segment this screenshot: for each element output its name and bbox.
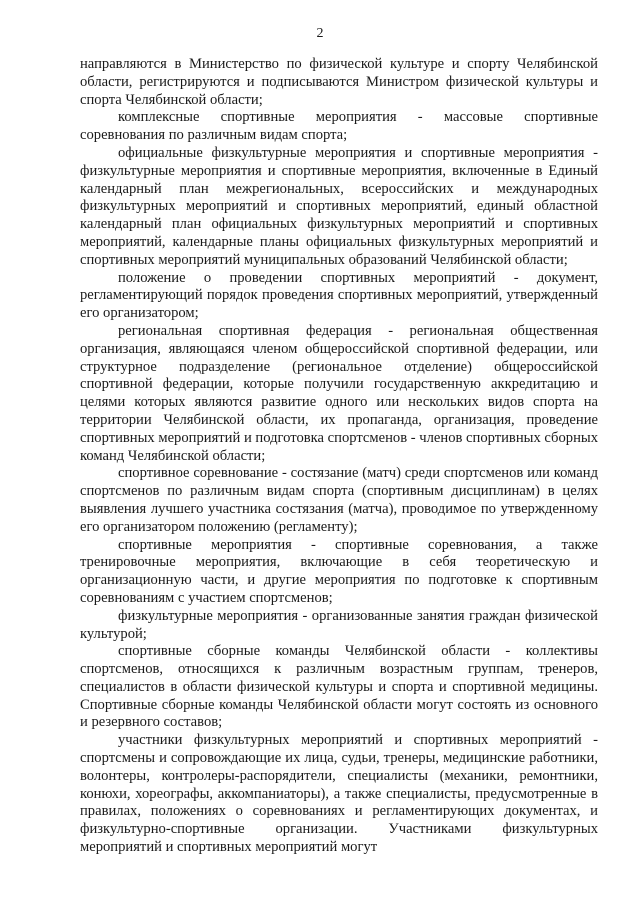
paragraph-physical-culture-events: физкультурные мероприятия - организованные занятия граждан физической культурой;: [80, 607, 598, 642]
paragraph-participants: участники физкультурных мероприятий и спортивных мероприятий - спортсмены и сопровождающие их лица, судьи, тренеры, медицинские работники, волонтеры, контролеры-распорядители, специалисты (механики, ремонтники, конюхи, хореографы, аккомпаниаторы), а также специалисты, предусмотренные в правилах, положениях о соревнованиях и регламентирующих документах, и физкультурно-спортивные организации. Участниками физкультурных мероприятий и спортивных мероприятий могут: [80, 732, 598, 856]
paragraph-sport-competition: спортивное соревнование - состязание (матч) среди спортсменов или команд спортсменов по различным видам спорта (спортивным дисциплинам) в целях выявления лучшего участника состязания (матча), проводимое по утвержденному его организатором положению (регламенту);: [80, 465, 598, 535]
page-number: 2: [316, 26, 324, 41]
paragraph-complex-sport-events: комплексные спортивные мероприятия - массовые спортивные соревнования по различным видам спорта;: [80, 109, 598, 144]
paragraph-national-teams: спортивные сборные команды Челябинской области - коллективы спортсменов, относящихся к различным возрастным группам, тренеров, специалистов в области физической культуры и спорта и спортивной медицины. Спортивные сборные команды Челябинской области могут состоять из основного и резервного составов;: [80, 643, 598, 731]
paragraph-sport-events: спортивные мероприятия - спортивные соревнования, а также тренировочные мероприятия, включающие в себя теоретическую и организационную части, и другие мероприятия по подготовке к спортивным соревнованиям с участием спортсменов;: [80, 536, 598, 606]
document-body: [80, 56, 598, 857]
paragraph-regional-federation: региональная спортивная федерация - региональная общественная организация, являющаяся членом общероссийской спортивной федерации, или структурное подразделение (региональное отделение) общероссийской спортивной федерации, которые получили государственную аккредитацию и целями которых являются развитие одного или нескольких видов спорта на территории Челябинской области, их пропаганда, организация, проведение спортивных мероприятий и подготовка спортсменов - членов спортивных сборных команд Челябинской области;: [80, 322, 598, 464]
paragraph-official-events: официальные физкультурные мероприятия и спортивные мероприятия - физкультурные мероприятия и спортивные мероприятия, включенные в Единый календарный план межрегиональных, всероссийских и международных физкультурных мероприятий и спортивных мероприятий, единый областной календарный план официальных физкультурных мероприятий и спортивных мероприятий, календарные планы официальных физкультурных мероприятий и спортивных мероприятий муниципальных образований Челябинской области;: [80, 144, 598, 268]
paragraph-event-regulation: положение о проведении спортивных мероприятий - документ, регламентирующий порядок проведения спортивных мероприятий, утвержденный его организатором;: [80, 269, 598, 322]
paragraph-continuation: направляются в Министерство по физической культуре и спорту Челябинской области, регистрируются и подписываются Министром физической культуры и спорта Челябинской области;: [80, 56, 598, 108]
